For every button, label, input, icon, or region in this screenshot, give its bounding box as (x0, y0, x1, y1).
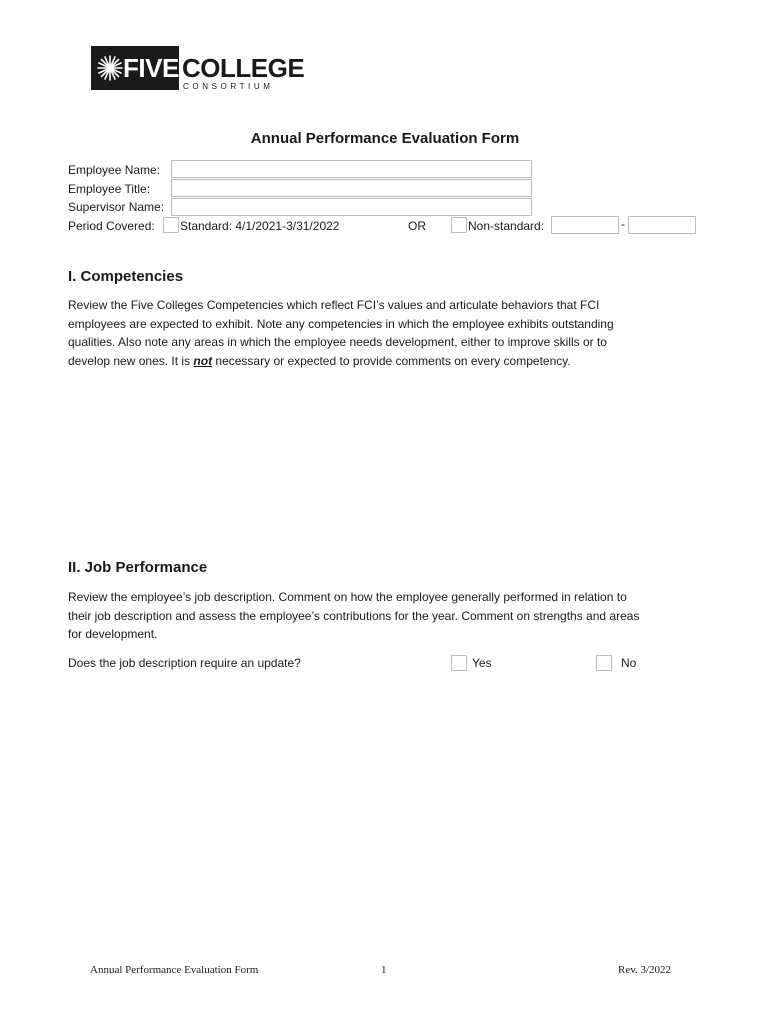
update-yes-label: Yes (472, 656, 492, 670)
standard-period-checkbox[interactable] (163, 217, 179, 233)
update-no-label: No (621, 656, 637, 670)
job-performance-paragraph (68, 588, 698, 644)
period-covered-label: Period Covered: (68, 219, 155, 233)
section-job-performance-heading: II. Job Performance (68, 559, 208, 576)
job-performance-line-2: their job description and assess the employee’s contributions for the year. Comment on strengths and areas (68, 608, 640, 623)
nonstandard-start-field[interactable] (551, 216, 619, 234)
logo-word-college: COLLEGE (182, 53, 305, 83)
employee-title-label: Employee Title: (68, 182, 151, 196)
competencies-line-4 (68, 352, 698, 371)
job-performance-line-1: Review the employee’s job description. Comment on how the employee generally performed in relation to (68, 590, 627, 604)
emphasis-not: not (193, 353, 213, 368)
competencies-line-1: Review the Five Colleges Competencies which reflect FCI’s values and articulate behaviors that FCI (68, 298, 600, 312)
job-description-question: Does the job description require an update? (68, 656, 301, 670)
job-performance-line-3: for development. (68, 627, 158, 641)
supervisor-name-label: Supervisor Name: (68, 200, 165, 214)
standard-period-label: Standard: 4/1/2021-3/31/2022 (180, 219, 340, 233)
nonstandard-period-checkbox[interactable] (451, 217, 467, 233)
section-competencies-heading: I. Competencies (68, 268, 184, 285)
update-no-checkbox[interactable] (596, 655, 612, 671)
page-title: Annual Performance Evaluation Form (250, 130, 520, 147)
footer-page-number: 1 (381, 964, 387, 976)
supervisor-name-field[interactable] (171, 198, 532, 216)
logo-word-five: FIVE (123, 53, 179, 83)
five-college-logo (91, 46, 305, 96)
nonstandard-label: Non-standard: (468, 219, 545, 233)
employee-name-field[interactable] (171, 160, 532, 178)
competencies-line-3: qualities. Also note any areas in which the employee needs development, either to improve skills or to (68, 335, 607, 349)
starburst-icon (97, 55, 123, 81)
or-label: OR (408, 219, 426, 233)
competencies-paragraph (68, 296, 698, 370)
footer-revision: Rev. 3/2022 (618, 964, 672, 976)
date-range-dash: - (621, 217, 625, 231)
logo-consortium: CONSORTIUM (183, 82, 274, 91)
update-yes-checkbox[interactable] (451, 655, 467, 671)
line4-pre: develop new ones. It is (68, 353, 194, 368)
line4-post: necessary or expected to provide comments on every competency. (212, 353, 571, 368)
employee-title-field[interactable] (171, 179, 532, 197)
competencies-line-2: employees are expected to exhibit. Note any competencies in which the employee exhibits outstanding (68, 316, 614, 331)
footer-form-name: Annual Performance Evaluation Form (90, 964, 259, 976)
employee-name-label: Employee Name: (68, 163, 161, 177)
nonstandard-end-field[interactable] (628, 216, 696, 234)
